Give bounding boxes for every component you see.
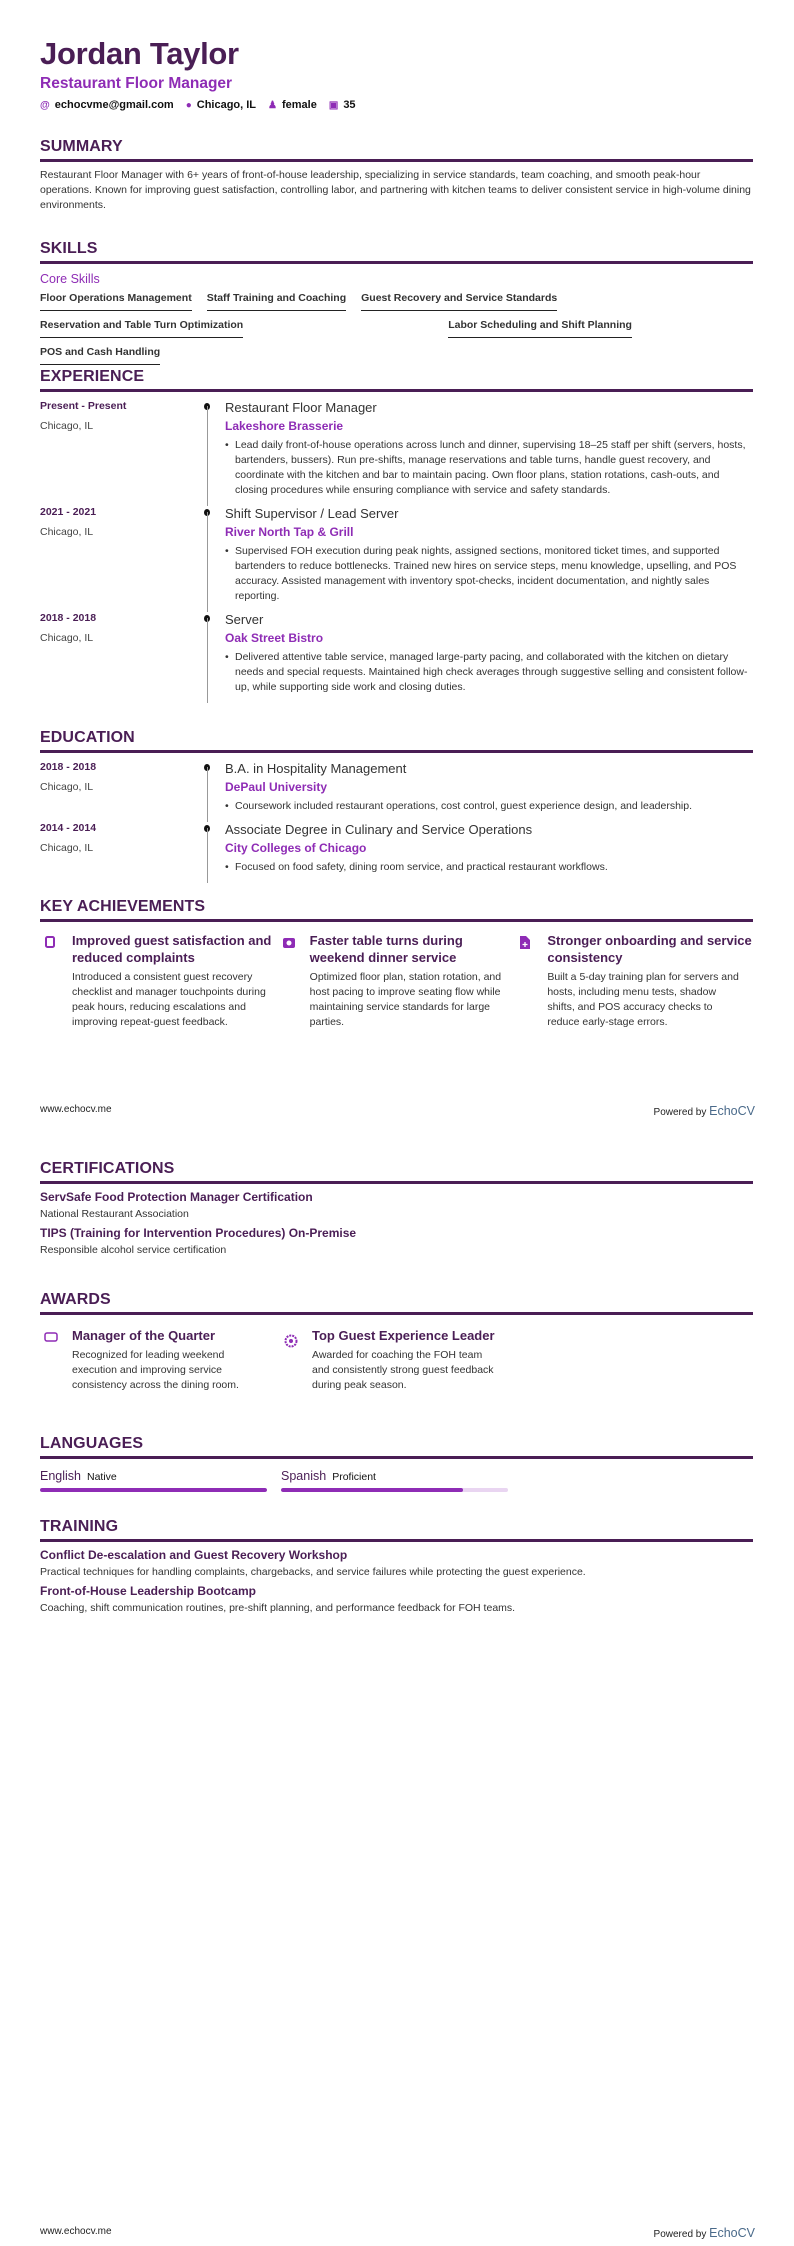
- calendar-icon: ▣: [328, 100, 339, 111]
- skills-section: [40, 240, 753, 365]
- proficiency-bar: [40, 1488, 267, 1492]
- language-item: [281, 1467, 508, 1492]
- skill-tag: Reservation and Table Turn Optimization: [40, 319, 243, 338]
- page-footer: [40, 2226, 755, 2240]
- entry-company: Lakeshore Brasserie: [225, 419, 344, 433]
- experience-entry: [40, 612, 753, 703]
- entry-location: Chicago, IL: [40, 842, 94, 854]
- entry-degree: B.A. in Hospitality Management: [225, 761, 407, 776]
- achievement-text: Built a 5-day training plan for servers and hosts, including menu tests, shadow shifts, and POS accuracy checks to reduce early-stage errors.: [547, 971, 739, 1028]
- timeline-line: [207, 512, 208, 612]
- award-card: [280, 1327, 520, 1393]
- bullet-icon: •: [225, 545, 229, 557]
- award-title: Top Guest Experience Leader: [312, 1328, 495, 1343]
- section-heading: AWARDS: [40, 1291, 753, 1315]
- entry-date: Present - Present: [40, 400, 127, 412]
- skill-group-title: Core Skills: [40, 272, 100, 286]
- languages-section: [40, 1435, 753, 1492]
- cert-issuer: Responsible alcohol service certification: [40, 1244, 227, 1256]
- entry-location: Chicago, IL: [40, 632, 94, 644]
- camera-icon: [278, 932, 310, 1030]
- timeline-line: [207, 828, 208, 883]
- experience-section: [40, 368, 753, 703]
- entry-school: DePaul University: [225, 780, 328, 794]
- entry-description: Focused on food safety, dining room service, and practical restaurant workflows.: [235, 861, 608, 873]
- file-plus-icon: [515, 932, 547, 1030]
- section-heading: EXPERIENCE: [40, 368, 753, 392]
- entry-company: River North Tap & Grill: [225, 525, 354, 539]
- entry-location: Chicago, IL: [40, 420, 94, 432]
- timeline: [205, 761, 225, 822]
- section-heading: SKILLS: [40, 240, 753, 264]
- timeline-line: [207, 406, 208, 506]
- entry-role: Restaurant Floor Manager: [225, 400, 377, 415]
- achievement-title: Improved guest satisfaction and reduced complaints: [72, 933, 272, 965]
- skill-tag: Floor Operations Management: [40, 292, 192, 311]
- education-entry: [40, 761, 753, 822]
- achievement-text: Introduced a consistent guest recovery checklist and manager touchpoints during peak hours, reducing escalations and improving repeat-guest feedback.: [72, 971, 266, 1028]
- gear-icon: [280, 1327, 312, 1393]
- training-title: Front-of-House Leadership Bootcamp: [40, 1584, 257, 1598]
- skill-list: [40, 292, 753, 365]
- entry-date: 2014 - 2014: [40, 822, 97, 834]
- award-text: Recognized for leading weekend execution and improving service consistency across the dining room.: [72, 1349, 239, 1391]
- timeline: [205, 822, 225, 883]
- proficiency-fill: [281, 1488, 463, 1492]
- person-icon: ♟: [268, 100, 277, 111]
- education-section: [40, 729, 753, 883]
- entry-role: Shift Supervisor / Lead Server: [225, 506, 399, 521]
- contact-row: [40, 99, 753, 111]
- entry-date: 2018 - 2018: [40, 761, 97, 773]
- section-heading: SUMMARY: [40, 138, 753, 162]
- location: Chicago, IL: [196, 99, 257, 111]
- summary-section: [40, 138, 753, 213]
- footer-brand[interactable]: EchoCV: [709, 2226, 755, 2240]
- skill-tag: Guest Recovery and Service Standards: [361, 292, 557, 311]
- gender: female: [282, 99, 317, 111]
- chip-icon: [40, 932, 72, 1030]
- training-section: [40, 1518, 753, 1614]
- language-name: Spanish: [281, 1469, 327, 1483]
- training-description: Practical techniques for handling complaints, chargebacks, and service failures while protecting the guest experience.: [40, 1566, 586, 1578]
- award-title: Manager of the Quarter: [72, 1328, 216, 1343]
- skill-tag: Labor Scheduling and Shift Planning: [448, 319, 632, 338]
- achievement-card: [278, 932, 516, 1030]
- entry-date: 2021 - 2021: [40, 506, 97, 518]
- experience-entry: [40, 400, 753, 506]
- section-heading: TRAINING: [40, 1518, 753, 1542]
- bullet-icon: •: [225, 651, 229, 663]
- proficiency-bar: [281, 1488, 508, 1492]
- footer-powered: Powered by: [653, 1107, 707, 1118]
- entry-degree: Associate Degree in Culinary and Service Operations: [225, 822, 533, 837]
- cert-issuer: National Restaurant Association: [40, 1208, 189, 1220]
- timeline-line: [207, 767, 208, 822]
- entry-description: Supervised FOH execution during peak nights, assigned sections, monitored ticket times, and supported bartenders to reduce bottlenecks. Trained new hires on service steps, menu knowledge, upselling, and POS accuracy. Assisted management with inventory spot-checks, incident documentation, and nightly sales reporting.: [235, 545, 737, 602]
- footer-brand[interactable]: EchoCV: [709, 1104, 755, 1118]
- entry-description: Coursework included restaurant operations, cost control, guest experience design, and leadership.: [235, 800, 693, 812]
- section-heading: CERTIFICATIONS: [40, 1160, 753, 1184]
- certifications-section: [40, 1160, 753, 1256]
- cert-title: ServSafe Food Protection Manager Certification: [40, 1190, 313, 1204]
- experience-entry: [40, 506, 753, 612]
- location-pin-icon: ●: [185, 100, 192, 111]
- award-text: Awarded for coaching the FOH team and consistently strong guest feedback during peak season.: [312, 1349, 494, 1391]
- entry-description: Lead daily front-of-house operations across lunch and dinner, supervising 18–25 staff per shift (servers, hosts, bartenders, bussers). Run pre-shifts, manage reservations and table turns, handle guest recovery, and coordinate with the kitchen and bar to maintain pacing. Own floor plans, station rotations, cash-outs, and closing procedures while ensuring compliance with service and safety standards.: [235, 439, 746, 496]
- proficiency-fill: [40, 1488, 267, 1492]
- summary-text: Restaurant Floor Manager with 6+ years of front-of-house leadership, specializing in service standards, team coaching, and smooth peak-hour operations. Known for improving guest satisfaction, controlling labor, and partnering with kitchen teams to deliver consistent service in high-volume dining environments.: [40, 169, 751, 211]
- footer-url[interactable]: www.echocv.me: [40, 2226, 112, 2237]
- language-item: [40, 1467, 267, 1492]
- achievement-title: Stronger onboarding and service consistency: [547, 933, 752, 965]
- entry-role: Server: [225, 612, 264, 627]
- timeline: [205, 506, 225, 612]
- entry-school: City Colleges of Chicago: [225, 841, 367, 855]
- entry-company: Oak Street Bistro: [225, 631, 324, 645]
- candidate-name: Jordan Taylor: [40, 36, 239, 71]
- age: 35: [343, 99, 356, 111]
- language-name: English: [40, 1469, 81, 1483]
- footer-url[interactable]: www.echocv.me: [40, 1104, 112, 1115]
- language-level: Native: [87, 1471, 117, 1483]
- entry-location: Chicago, IL: [40, 781, 94, 793]
- cert-title: TIPS (Training for Intervention Procedures) On-Premise: [40, 1226, 357, 1240]
- entry-description: Delivered attentive table service, managed large-party pacing, and collaborated with the kitchen on dietary needs and special requests. Maintained high check averages through suggestive selling and consistent follow-up, while supporting side work and closing duties.: [235, 651, 748, 693]
- timeline-line: [207, 618, 208, 703]
- achievement-title: Faster table turns during weekend dinner service: [309, 933, 463, 965]
- entry-date: 2018 - 2018: [40, 612, 97, 624]
- achievement-card: [40, 932, 278, 1030]
- timeline: [205, 400, 225, 506]
- badge-icon: [40, 1327, 72, 1393]
- at-icon: @: [40, 100, 50, 111]
- resume-header: [40, 36, 753, 111]
- page-footer: [40, 1104, 755, 1118]
- email[interactable]: echocvme@gmail.com: [54, 99, 174, 111]
- awards-section: [40, 1291, 753, 1393]
- training-title: Conflict De-escalation and Guest Recovery Workshop: [40, 1548, 348, 1562]
- section-heading: EDUCATION: [40, 729, 753, 753]
- bullet-icon: •: [225, 800, 229, 812]
- entry-location: Chicago, IL: [40, 526, 94, 538]
- award-card: [40, 1327, 280, 1393]
- section-heading: LANGUAGES: [40, 1435, 753, 1459]
- footer-powered: Powered by: [653, 2229, 707, 2240]
- candidate-title: Restaurant Floor Manager: [40, 75, 233, 92]
- bullet-icon: •: [225, 439, 229, 451]
- achievements-section: [40, 898, 753, 1030]
- achievement-text: Optimized floor plan, station rotation, and host pacing to improve seating flow while maintaining service standards for large parties.: [309, 971, 502, 1028]
- achievement-card: [515, 932, 753, 1030]
- section-heading: KEY ACHIEVEMENTS: [40, 898, 753, 922]
- training-description: Coaching, shift communication routines, pre-shift planning, and performance feedback for FOH teams.: [40, 1602, 516, 1614]
- skill-tag: POS and Cash Handling: [40, 346, 160, 365]
- language-level: Proficient: [332, 1471, 376, 1483]
- bullet-icon: •: [225, 861, 229, 873]
- timeline: [205, 612, 225, 703]
- education-entry: [40, 822, 753, 883]
- skill-tag: Staff Training and Coaching: [207, 292, 346, 311]
